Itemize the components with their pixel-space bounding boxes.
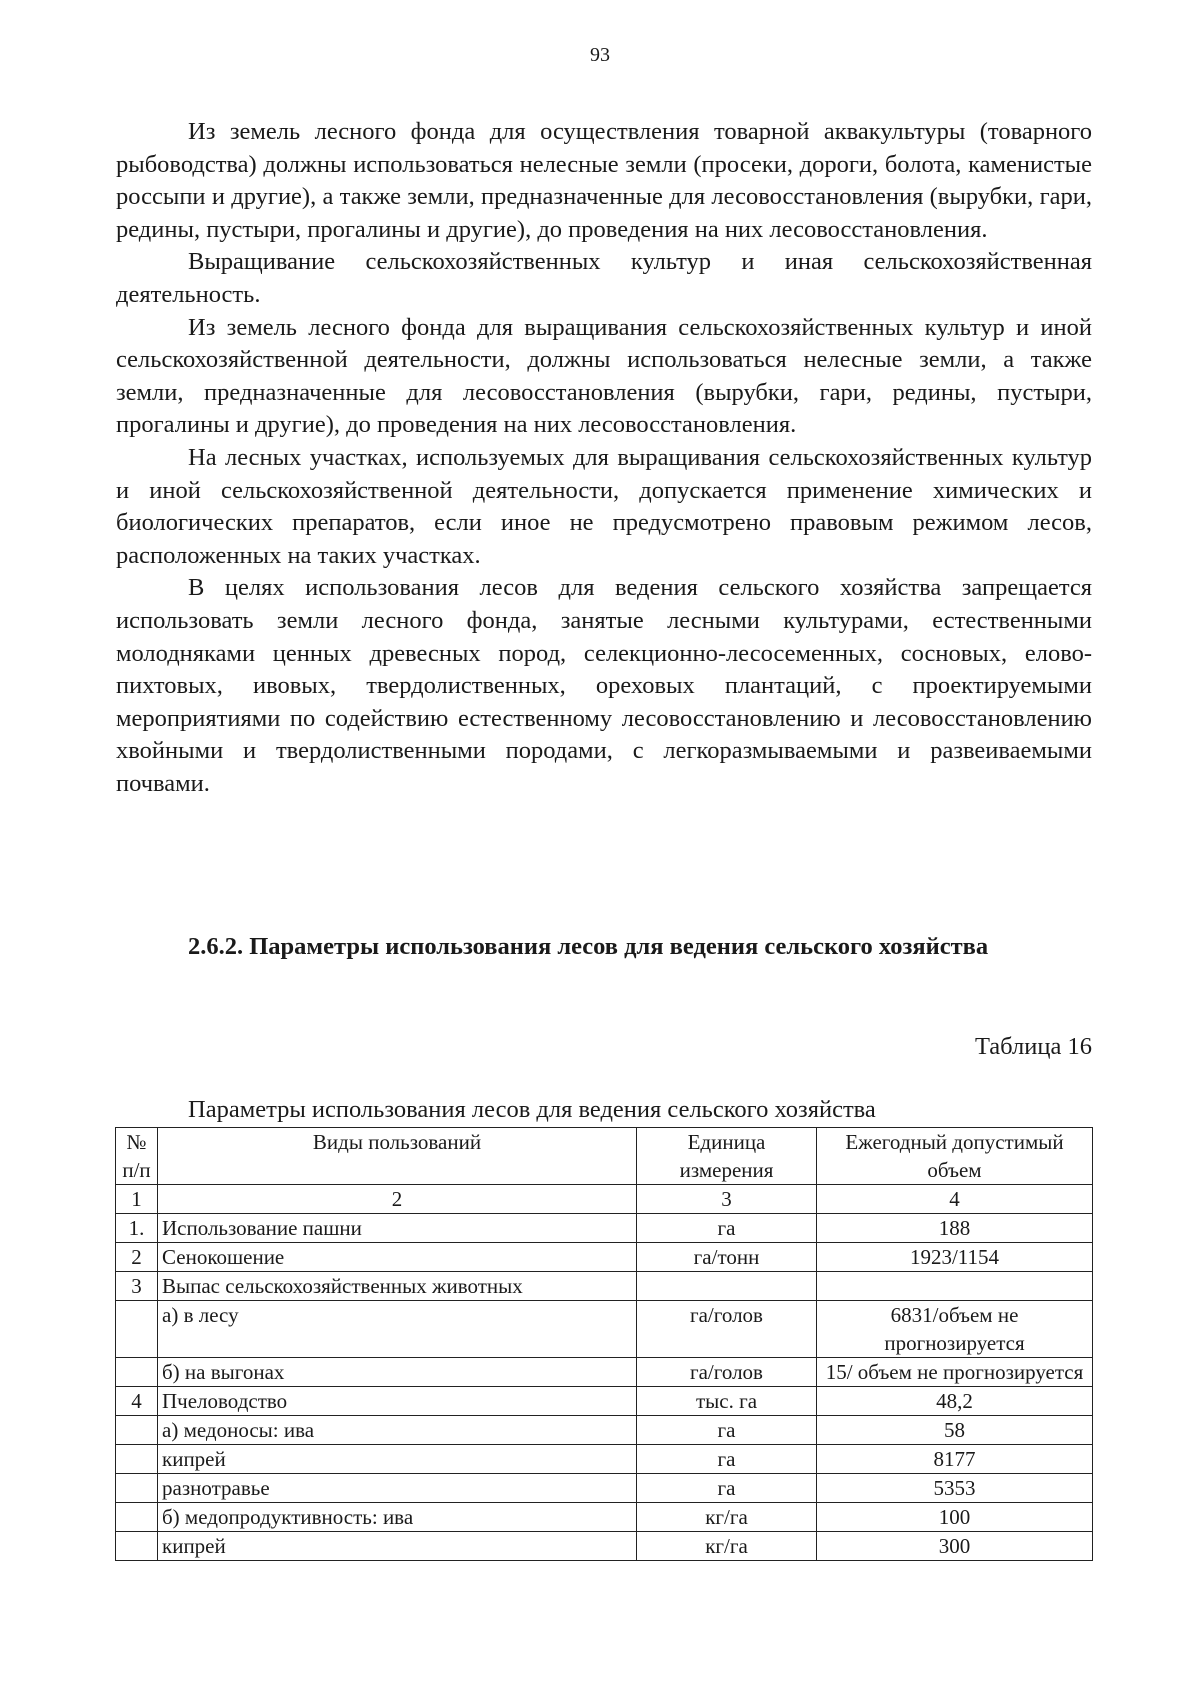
row-unit: га (637, 1474, 817, 1503)
row-kind: кипрей (158, 1532, 637, 1561)
row-volume: 48,2 (817, 1387, 1093, 1416)
column-number: 3 (637, 1185, 817, 1214)
row-num: 3 (116, 1272, 158, 1301)
row-volume: 15/ объем не прогнозируется (817, 1358, 1093, 1387)
row-num (116, 1445, 158, 1474)
row-unit (637, 1272, 817, 1301)
table-row (116, 1243, 1093, 1272)
row-num: 1. (116, 1214, 158, 1243)
row-volume: 6831/объем не прогнозируется (817, 1301, 1093, 1358)
row-num (116, 1358, 158, 1387)
row-num (116, 1474, 158, 1503)
row-volume: 188 (817, 1214, 1093, 1243)
table-title: Параметры использования лесов для ведения сельского хозяйства (188, 1096, 876, 1123)
row-kind: разнотравье (158, 1474, 637, 1503)
row-volume: 100 (817, 1503, 1093, 1532)
row-kind: б) на выгонах (158, 1358, 637, 1387)
table-row (116, 1474, 1093, 1503)
row-kind: Выпас сельскохозяйственных животных (158, 1272, 637, 1301)
row-volume: 5353 (817, 1474, 1093, 1503)
row-volume: 1923/1154 (817, 1243, 1093, 1272)
section-heading: 2.6.2. Параметры использования лесов для ведения сельского хозяйства (188, 933, 989, 960)
table-row (116, 1445, 1093, 1474)
table-row (116, 1387, 1093, 1416)
row-unit: кг/га (637, 1503, 817, 1532)
column-number: 1 (116, 1185, 158, 1214)
row-num (116, 1301, 158, 1358)
table-row (116, 1272, 1093, 1301)
row-unit: га (637, 1214, 817, 1243)
row-num (116, 1416, 158, 1445)
column-number: 4 (817, 1185, 1093, 1214)
row-volume: 300 (817, 1532, 1093, 1561)
row-kind: кипрей (158, 1445, 637, 1474)
parameters-table (115, 1127, 1093, 1561)
paragraph: Из земель лесного фонда для осуществления товарной аквакультуры (товарного рыбоводства) должны использоваться нелесные земли (просеки, дороги, болота, каменистые россыпи и другие), а также земли, предназначенные для лесовосстановления (вырубки, гари, редины, пустыри, прогалины и другие), до проведения на них лесовосстановления. (116, 118, 1092, 243)
row-num: 2 (116, 1243, 158, 1272)
row-kind: Использование пашни (158, 1214, 637, 1243)
table-row (116, 1301, 1093, 1358)
header-num: № п/п (116, 1128, 158, 1185)
row-kind: б) медопродуктивность: ива (158, 1503, 637, 1532)
table-label: Таблица 16 (974, 1033, 1092, 1060)
body-text (116, 116, 1092, 800)
row-kind: а) в лесу (158, 1301, 637, 1358)
table-row (116, 1503, 1093, 1532)
row-num (116, 1503, 158, 1532)
page-number: 93 (590, 44, 610, 66)
paragraph: Из земель лесного фонда для выращивания сельскохозяйственных культур и иной сельскохозяйственной деятельности, должны использоваться нелесные земли, а также земли, предназначенные для лесовосстановления (вырубки, гари, редины, пустыри, прогалины и другие), до проведения на них лесовосстановления. (116, 313, 1092, 439)
row-kind: Сенокошение (158, 1243, 637, 1272)
column-number-row (116, 1185, 1093, 1214)
paragraph: Выращивание сельскохозяйственных культур и иная сельскохозяйственная деятельность. (116, 248, 1092, 308)
column-number: 2 (158, 1185, 637, 1214)
row-kind: а) медоносы: ива (158, 1416, 637, 1445)
row-unit: га (637, 1416, 817, 1445)
table-row (116, 1416, 1093, 1445)
header-unit: Единица измерения (637, 1128, 817, 1185)
row-volume: 58 (817, 1416, 1093, 1445)
row-unit: кг/га (637, 1532, 817, 1561)
row-volume: 8177 (817, 1445, 1093, 1474)
table-header-row (116, 1128, 1093, 1185)
table-row (116, 1214, 1093, 1243)
row-unit: га (637, 1445, 817, 1474)
row-unit: га/тонн (637, 1243, 817, 1272)
row-num (116, 1532, 158, 1561)
table-row (116, 1358, 1093, 1387)
paragraph: В целях использования лесов для ведения сельского хозяйства запрещается использовать земли лесного фонда, занятые лесными культурами, естественными молодняками ценных древесных пород, селекционно-лесосеменных, сосновых, елово-пихтовых, ивовых, твердолиственных, ореховых плантаций, с проектируемыми мероприятиями по содействию естественному лесовосстановлению и лесовосстановлению хвойными и твердолиственными породами, с легкоразмываемыми и развеиваемыми почвами. (116, 574, 1092, 797)
header-kind: Виды пользований (158, 1128, 637, 1185)
paragraph: На лесных участках, используемых для выращивания сельскохозяйственных культур и иной сельскохозяйственной деятельности, допускается применение химических и биологических препаратов, если иное не предусмотрено правовым режимом лесов, расположенных на таких участках. (116, 443, 1092, 569)
row-unit: га/голов (637, 1301, 817, 1358)
header-volume: Ежегодный допустимый объем (817, 1128, 1093, 1185)
row-unit: га/голов (637, 1358, 817, 1387)
row-volume (817, 1272, 1093, 1301)
row-kind: Пчеловодство (158, 1387, 637, 1416)
row-num: 4 (116, 1387, 158, 1416)
row-unit: тыс. га (637, 1387, 817, 1416)
table-row (116, 1532, 1093, 1561)
